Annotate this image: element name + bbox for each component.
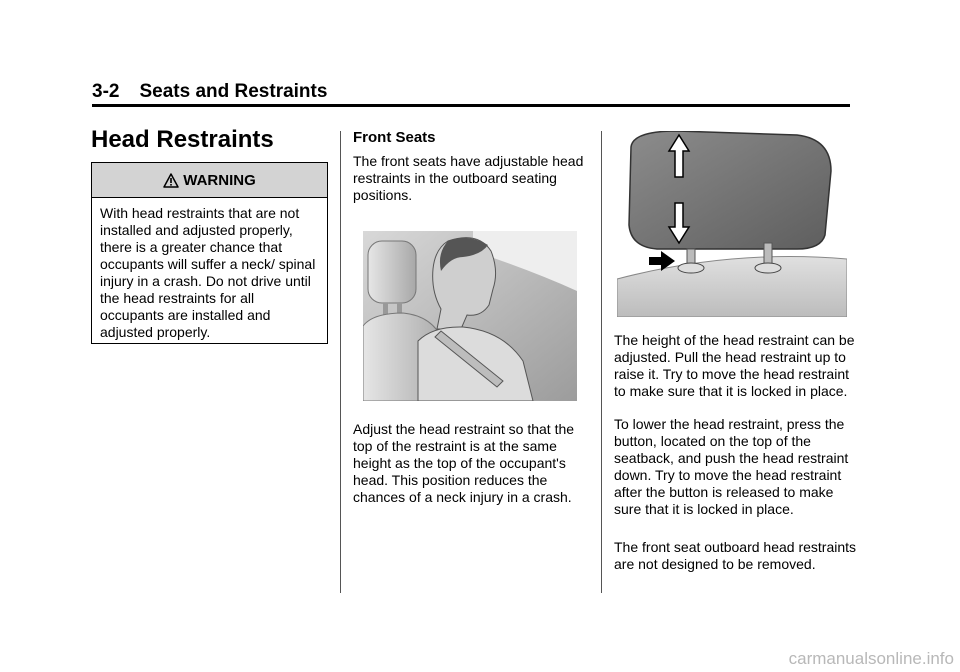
column-divider bbox=[340, 131, 341, 593]
occupant-head-restraint-illustration bbox=[363, 231, 577, 401]
warning-triangle-icon bbox=[163, 173, 179, 188]
height-adjust-paragraph: The height of the head restraint can be adjusted. Pull the head restraint up to raise it. Try to move the head restraint to make sure that it is locked in place. bbox=[614, 332, 855, 399]
front-seats-adjust: Adjust the head restraint so that the top of the restraint is at the same height as the top of the occupant's head. This position reduces the chances of a neck injury in a crash. bbox=[353, 421, 575, 505]
head-restraint-adjustment-illustration bbox=[617, 131, 847, 317]
page-number: 3-2 bbox=[92, 81, 120, 102]
page-header bbox=[92, 81, 327, 103]
warning-label: WARNING bbox=[183, 171, 256, 189]
warning-header bbox=[92, 163, 327, 198]
section-title: Seats and Restraints bbox=[139, 81, 328, 102]
watermark: carmanualsonline.info bbox=[788, 649, 954, 668]
removal-paragraph: The front seat outboard head restraints are not designed to be removed. bbox=[614, 539, 857, 572]
lower-restraint-paragraph: To lower the head restraint, press the button, located on the top of the seatback, and push the head restraint down. Try to move the head restraint after the button is released to make sure that it is locked in place. bbox=[614, 416, 849, 517]
warning-text: With head restraints that are not installed and adjusted properly, there is a greater chance that occupants will suffer a neck/ spinal injury in a crash. Do not drive until the head restraints for all occupants are installed and adjusted properly. bbox=[100, 205, 316, 340]
header-rule bbox=[92, 104, 850, 107]
front-seats-intro: The front seats have adjustable head restraints in the outboard seating positions. bbox=[353, 153, 584, 203]
page-title: Head Restraints bbox=[91, 126, 274, 153]
warning-box bbox=[91, 162, 328, 344]
column-divider bbox=[601, 131, 602, 593]
front-seats-heading: Front Seats bbox=[353, 129, 436, 146]
